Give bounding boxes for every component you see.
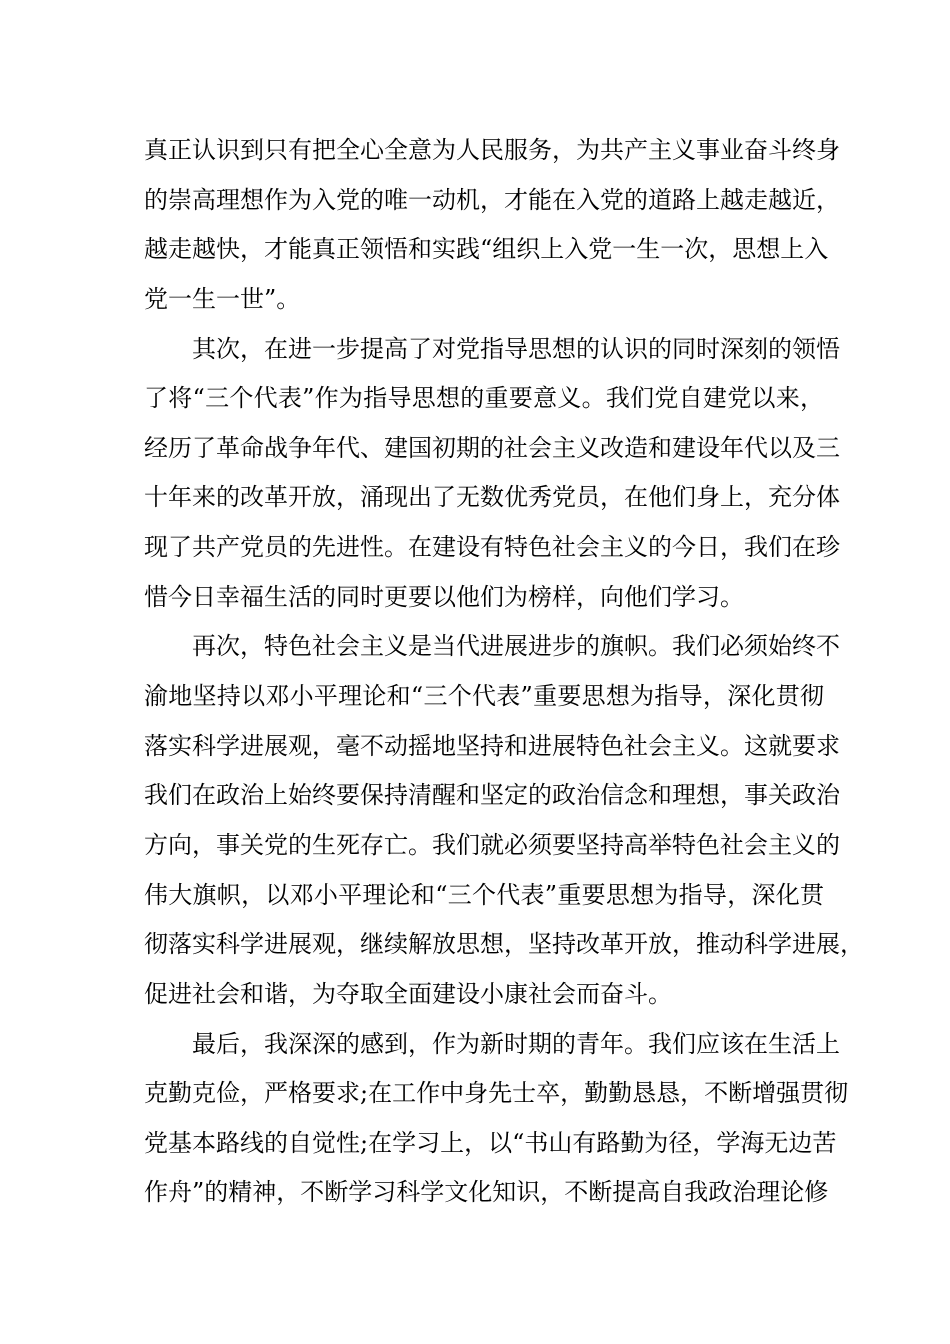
text-line: 党基本路线的自觉性;在学习上，以“书山有路勤为径，学海无边苦 [144, 1128, 837, 1157]
text-line: 了将“三个代表”作为指导思想的重要意义。我们党自建党以来， [144, 384, 824, 413]
paragraph-first-line: 再次，特色社会主义是当代进展进步的旗帜。我们必须始终不 [192, 632, 840, 661]
text-line: 我们在政治上始终要保持清醒和坚定的政治信念和理想，事关政治 [144, 781, 840, 810]
text-line: 党一生一世”。 [144, 284, 301, 313]
text-line: 方向，事关党的生死存亡。我们就必须要坚持高举特色社会主义的 [144, 830, 840, 859]
text-line: 促进社会和谐，为夺取全面建设小康社会而奋斗。 [144, 979, 672, 1008]
text-line: 经历了革命战争年代、建国初期的社会主义改造和建设年代以及三 [144, 433, 840, 462]
text-line: 真正认识到只有把全心全意为人民服务，为共产主义事业奋斗终身 [144, 136, 840, 164]
body-text [144, 126, 864, 1218]
text-line: 克勤克俭，严格要求;在工作中身先士卒，勤勤恳恳，不断增强贯彻 [144, 1079, 849, 1108]
text-line: 渝地坚持以邓小平理论和“三个代表”重要思想为指导，深化贯彻 [144, 682, 824, 711]
text-line: 落实科学进展观，毫不动摇地坚持和进展特色社会主义。这就要求 [144, 731, 840, 760]
text-line: 伟大旗帜，以邓小平理论和“三个代表”重要思想为指导，深化贯 [144, 880, 824, 909]
text-line: 越走越快，才能真正领悟和实践“组织上入党一生一次，思想上入 [144, 235, 829, 264]
text-line: 现了共产党员的先进性。在建设有特色社会主义的今日，我们在珍 [144, 533, 840, 562]
paragraph-first-line: 其次，在进一步提高了对党指导思想的认识的同时深刻的领悟 [192, 334, 840, 363]
text-line: 作舟”的精神，不断学习科学文化知识，不断提高自我政治理论修 [144, 1178, 829, 1207]
text-line: 惜今日幸福生活的同时更要以他们为榜样，向他们学习。 [144, 582, 744, 611]
paragraph-first-line: 最后，我深深的感到，作为新时期的青年。我们应该在生活上 [192, 1029, 840, 1058]
text-line: 十年来的改革开放，涌现出了无数优秀党员，在他们身上，充分体 [144, 483, 840, 512]
text-line: 的崇高理想作为入党的唯一动机，才能在入党的道路上越走越近， [144, 185, 840, 214]
text-line: 彻落实科学进展观，继续解放思想，坚持改革开放，推动科学进展， [144, 930, 864, 959]
